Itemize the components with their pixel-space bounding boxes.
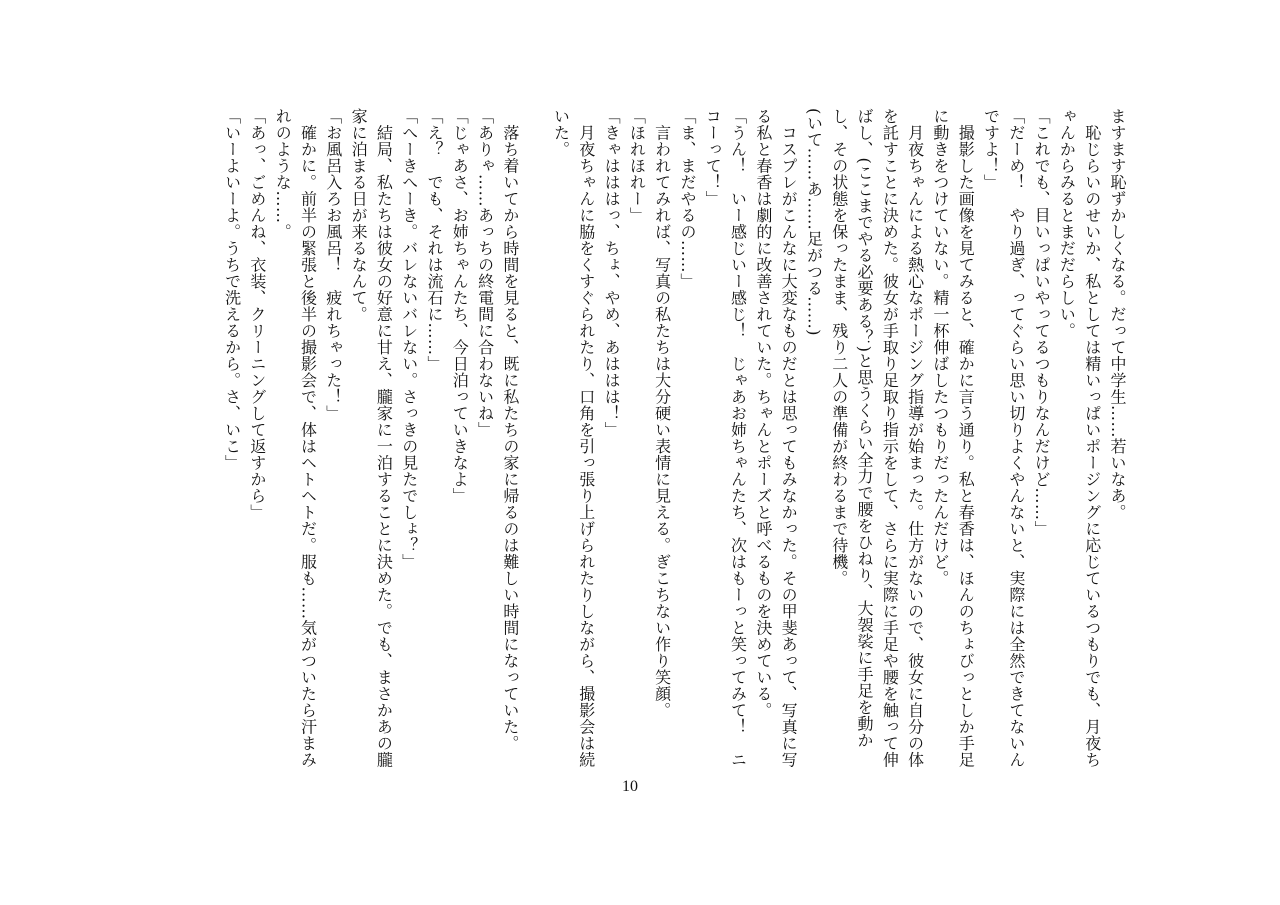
text-line-6: 月夜ちゃんによる熱心なポージング指導が始まった。仕方がないので、彼女に自分の体を託すことに決めた。彼女が手取り足取り指示をして、さらに実際に手足や腰を触って伸ばし、(ここまでやる必要ある？)と思うくらい全力で腰をひねり、大袈裟に手足を動かし、その状態を保ったまま、残り二人の準備が終わるまで待機。 bbox=[829, 108, 925, 768]
text-line-2: 恥じらいのせいか、私としては精いっぱいポージングに応じているつもりでも、月夜ちゃんからみるとまだだらしい。 bbox=[1057, 108, 1102, 768]
text-line-24: 「あっ、ごめんね、衣装、クリーニングして返すから」 bbox=[247, 108, 267, 521]
section-break bbox=[523, 108, 548, 768]
text-line-7: (いて……あ……足がつる……) bbox=[804, 108, 824, 336]
text-line-16: 落ち着いてから時間を見ると、既に私たちの家に帰るのは難しい時間になっていた。 bbox=[500, 108, 520, 752]
text-line-21: 結局、私たちは彼女の好意に甘え、朧家に一泊することに決めた。でも、まさかあの朧家に泊まる日が来るなんて。 bbox=[349, 108, 394, 768]
text-line-4: 「だーめ！ やり過ぎ、ってぐらい思い切りよくやんないと、実際には全然できてないんですよ！」 bbox=[981, 108, 1026, 768]
text-line-11: 言われてみれば、写真の私たちは大分硬い表情に見える。ぎこちない作り笑顔。 bbox=[652, 108, 672, 719]
page-number: 10 bbox=[622, 778, 638, 795]
text-line-17: 「ありゃ……あっちの終電間に合わないね」 bbox=[475, 108, 495, 438]
text-line-3: 「これでも、目いっぱいやってるつもりなんだけど……」 bbox=[1032, 108, 1052, 537]
text-line-14: 月夜ちゃんに脇をくすぐられたり、口角を引っ張り上げられたりしながら、撮影会は続いた。 bbox=[551, 108, 596, 768]
text-line-8: コスプレがこんなに大変なものだとは思ってもみなかった。その甲斐あって、写真に写る私と春香は劇的に改善されていた。ちゃんとポーズと呼べるものを決めている。 bbox=[753, 108, 799, 768]
text-line-18: 「じゃあさ、お姉ちゃんたち、今日泊っていきなよ」 bbox=[450, 108, 470, 504]
text-line-25: 「いーよいーよ。うちで洗えるから。さ、いこ」 bbox=[222, 108, 242, 471]
text-line-13: 「きゃはははっ、ちょ、やめ、あははは！」 bbox=[602, 108, 622, 438]
text-line-12: 「ほれほれー」 bbox=[627, 108, 647, 224]
text-line-9: 「うん！ いー感じいー感じ！ じゃあお姉ちゃんたち、次はもーっと笑ってみて！ ニコーって！」 bbox=[703, 108, 748, 768]
text-line-20: 「へーきへーき。バレないバレない。さっきの見たでしょ？」 bbox=[399, 108, 419, 570]
text-line-10: 「ま、まだやるの……」 bbox=[677, 108, 697, 290]
vertical-body-text bbox=[150, 108, 1130, 768]
text-line-5: 撮影した画像を見てみると、確かに言う通り。私と春香は、ほんのちょびっとしか手足に動きをつけていない。精一杯伸ばしたつもりだったんだけど。 bbox=[930, 108, 976, 768]
text-line-22: 「お風呂入ろお風呂！ 疲れちゃった！」 bbox=[323, 108, 343, 422]
text-line-19: 「え？ でも、それは流石に……」 bbox=[424, 108, 444, 372]
text-line-23: 確かに。前半の緊張と後半の撮影会で、体はヘトヘトだ。服も……気がついたら汗まみれのような……。 bbox=[273, 108, 318, 768]
text-line-1: ますます恥ずかしくなる。だって中学生……若いなあ。 bbox=[1108, 108, 1127, 521]
